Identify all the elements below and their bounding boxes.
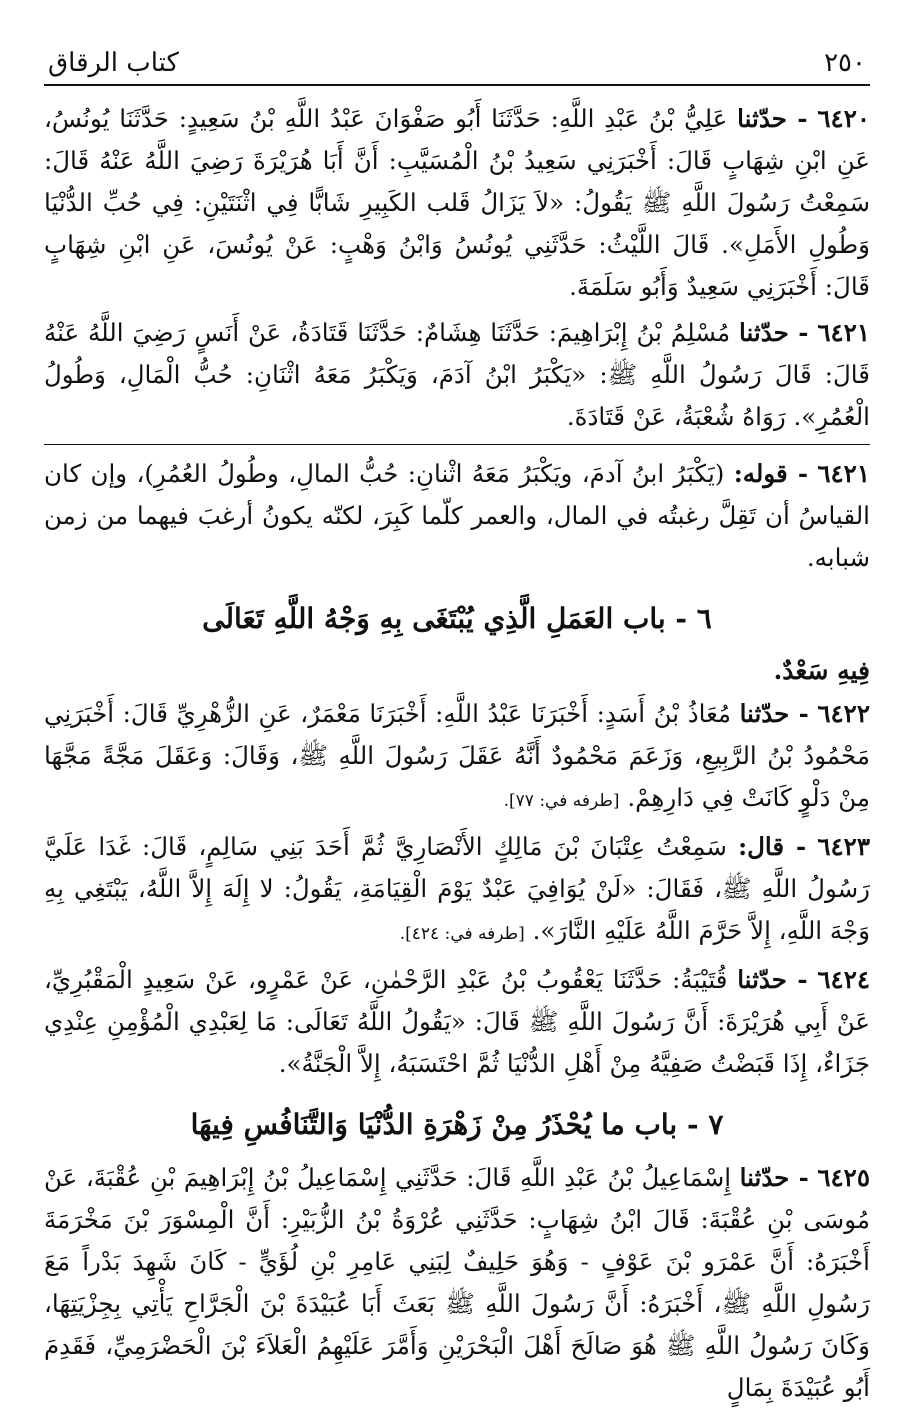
hadith-number: ٦٤٢٥ <box>817 1163 870 1192</box>
hadith-6420 <box>44 98 870 308</box>
hadith-text: عَلِيُّ بْنُ عَبْدِ اللَّهِ: حَدَّثَنَا أَبُو صَفْوَانَ عَبْدُ اللَّهِ بْنُ سَعِيدٍ: حَدَّثَنَا يُونُسُ، عَنِ ابْنِ شِهَابٍ قَالَ: أَخْبَرَنِي سَعِيدُ بْنُ الْمُسَيَّبِ: أَنَّ أَبَا هُرَيْرَةَ رَضِيَ اللَّهُ عَنْهُ قَالَ: سَمِعْتُ رَسُولَ اللَّهِ ﷺ يَقُولُ: «لاَ يَزَالُ قَلب الكَبِيرِ شَابًّا فِي اثْنَتَيْنِ: فِي حُبِّ الدُّنْيَا وَطُولِ الأَمَلِ». قَالَ اللَّيْثُ: حَدَّثَنِي يُونُسُ وَابْنُ وَهْبٍ: عَنْ يُونُسَ، عَنِ ابْنِ شِهَابٍ قَالَ: أَخْبَرَنِي سَعِيدٌ وَأَبُو سَلَمَةَ. <box>44 104 870 301</box>
hadith-number: ٦٤٢٠ <box>817 104 871 133</box>
chapter-6-heading: ٦ - باب العَمَلِ الَّذِي يُبْتَغَى بِهِ وَجْهُ اللَّهِ تَعَالَى <box>202 602 712 635</box>
book-title: كتاب الرقاق <box>48 48 179 78</box>
commentary-text: (يَكْبَرُ ابنُ آدمَ، ويَكْبَرُ مَعَهُ اثْنانِ: حُبُّ المالِ، وطُولُ العُمُرِ)، وإن كان القياسُ أن تَقِلَّ رغبتُه في المال، والعمر كلّما كَبِرَ، لكنّه يكونُ أرغبَ فيهما من زمن شبابه. <box>44 459 870 572</box>
chapter-6-note: فِيهِ سَعْدٌ. <box>773 656 870 685</box>
hadith-number: ٦٤٢١ <box>817 318 870 347</box>
hadith-text: إِسْمَاعِيلُ بْنُ عَبْدِ اللَّهِ قَالَ: حَدَّثَنِي إِسْمَاعِيلُ بْنُ إِبْرَاهِيمَ بْنِ عُقْبَةَ، عَنْ مُوسَى بْنِ عُقْبَةَ: قَالَ ابْنُ شِهَابٍ: حَدَّثَنِي عُرْوَةُ بْنُ الزُّبَيْرِ: أَنَّ الْمِسْوَرَ بْنَ مَخْرَمَةَ أَخْبَرَهُ: أَنَّ عَمْرَو بْنَ عَوْفٍ - وَهُوَ حَلِيفٌ لِبَنِي عَامِرِ بْنِ لُؤَيٍّ - كَانَ شَهِدَ بَدْراً مَعَ رَسُولِ اللَّهِ ﷺ، أَخْبَرَهُ: أَنَّ رَسُولَ اللَّهِ ﷺ بَعَثَ أَبَا عُبَيْدَةَ بْنَ الْجَرَّاحِ يَأْتِي بِجِزْيَتِهَا، وَكَانَ رَسُولُ اللَّهِ ﷺ هُوَ صَالَحَ أَهْلَ الْبَحْرَيْنِ وَأَمَّرَ عَلَيْهِمُ الْعَلاَءَ بْنَ الْحَضْرَمِيِّ، فَقَدِمَ أَبُو عُبَيْدَةَ بِمَالٍ <box>44 1163 870 1402</box>
cross-reference: [طرفه في: ٤٢٤]. <box>399 924 525 944</box>
commentary-number: ٦٤٢١ <box>817 459 870 488</box>
hadith-6422 <box>44 693 870 822</box>
hadith-6421 <box>44 312 870 438</box>
cross-reference: [طرفه في: ٧٧]. <box>503 791 620 811</box>
hadith-text: مُعَاذُ بْنُ أَسَدٍ: أَخْبَرَنَا عَبْدُ اللَّهِ: أَخْبَرَنَا مَعْمَرٌ، عَنِ الزُّهْرِيِّ قَالَ: أَخْبَرَنِي مَحْمُودُ بْنُ الرَّبِيعِ، وَزَعَمَ مَحْمُودٌ أَنَّهُ عَقَلَ رَسُولَ اللَّهِ ﷺ، وَقَالَ: وَعَقَلَ مَجَّةً مَجَّهَا مِنْ دَلْوٍ كَانَتْ فِي دَارِهِمْ. <box>44 699 870 812</box>
hadith-number: ٦٤٢٤ <box>817 965 871 994</box>
hadith-lead: - حدّثنا <box>737 965 808 994</box>
hadith-lead: - قال: <box>738 832 807 861</box>
hadith-text: مُسْلِمُ بْنُ إِبْرَاهِيمَ: حَدَّثَنَا هِشَامٌ: حَدَّثَنَا قَتَادَةُ، عَنْ أَنَسٍ رَضِيَ اللَّهُ عَنْهُ قَالَ: قَالَ رَسُولُ اللَّهِ ﷺ: «يَكْبَرُ ابْنُ آدَمَ، وَيَكْبَرُ مَعَهُ اثْنَانِ: حُبُّ الْمَالِ، وَطُولُ الْعُمُرِ». رَوَاهُ شُعْبَةُ، عَنْ قَتَادَةَ. <box>44 318 870 431</box>
hadith-number: ٦٤٢٢ <box>817 699 870 728</box>
hadith-6424 <box>44 959 870 1085</box>
hadith-lead: - حدّثنا <box>739 699 809 728</box>
commentary-6421 <box>44 453 870 579</box>
hadith-lead: - حدّثنا <box>737 104 808 133</box>
page-header <box>44 48 870 86</box>
hadith-lead: - حدّثنا <box>739 1163 809 1192</box>
hadith-6425 <box>44 1157 870 1409</box>
hadith-lead: - حدّثنا <box>739 318 809 347</box>
hadith-text: سَمِعْتُ عِتْبَانَ بْنَ مَالِكٍ الأَنْصَارِيَّ ثُمَّ أَحَدَ بَنِي سَالِمٍ، قَالَ: غَدَا عَلَيَّ رَسُولُ اللَّهِ ﷺ، فَقَالَ: «لَنْ يُوَافِيَ عَبْدٌ يَوْمَ الْقِيَامَةِ، يَقُولُ: لا إِلَهَ إِلاَّ اللَّهُ، يَبْتَغِي بِهِ وَجْهَ اللَّهِ، إِلاَّ حَرَّمَ اللَّهُ عَلَيْهِ النَّارَ». <box>44 832 870 945</box>
commentary-lead: - قوله: <box>733 459 808 488</box>
commentary-divider <box>44 444 870 445</box>
hadith-6423 <box>44 826 870 955</box>
hadith-number: ٦٤٢٣ <box>817 832 870 861</box>
page-number: ٢٥٠ <box>824 48 866 78</box>
chapter-7-heading: ٧ - باب ما يُحْذَرُ مِنْ زَهْرَةِ الدُّنْيَا وَالتَّنَافُسِ فِيهَا <box>190 1108 724 1141</box>
hadith-text: قُتَيْبَةُ: حَدَّثَنَا يَعْقُوبُ بْنُ عَبْدِ الرَّحْمٰنِ، عَنْ عَمْرٍو، عَنْ سَعِيدٍ الْمَقْبُرِيِّ، عَنْ أَبِي هُرَيْرَةَ: أَنَّ رَسُولَ اللَّهِ ﷺ قَالَ: «يَقُولُ اللَّهُ تَعَالَى: مَا لِعَبْدِي الْمُؤْمِنِ عِنْدِي جَزَاءٌ، إِذَا قَبَضْتُ صَفِيَّهُ مِنْ أَهْلِ الدُّنْيَا ثُمَّ احْتَسَبَهُ، إِلاَّ الْجَنَّةُ». <box>44 965 870 1078</box>
